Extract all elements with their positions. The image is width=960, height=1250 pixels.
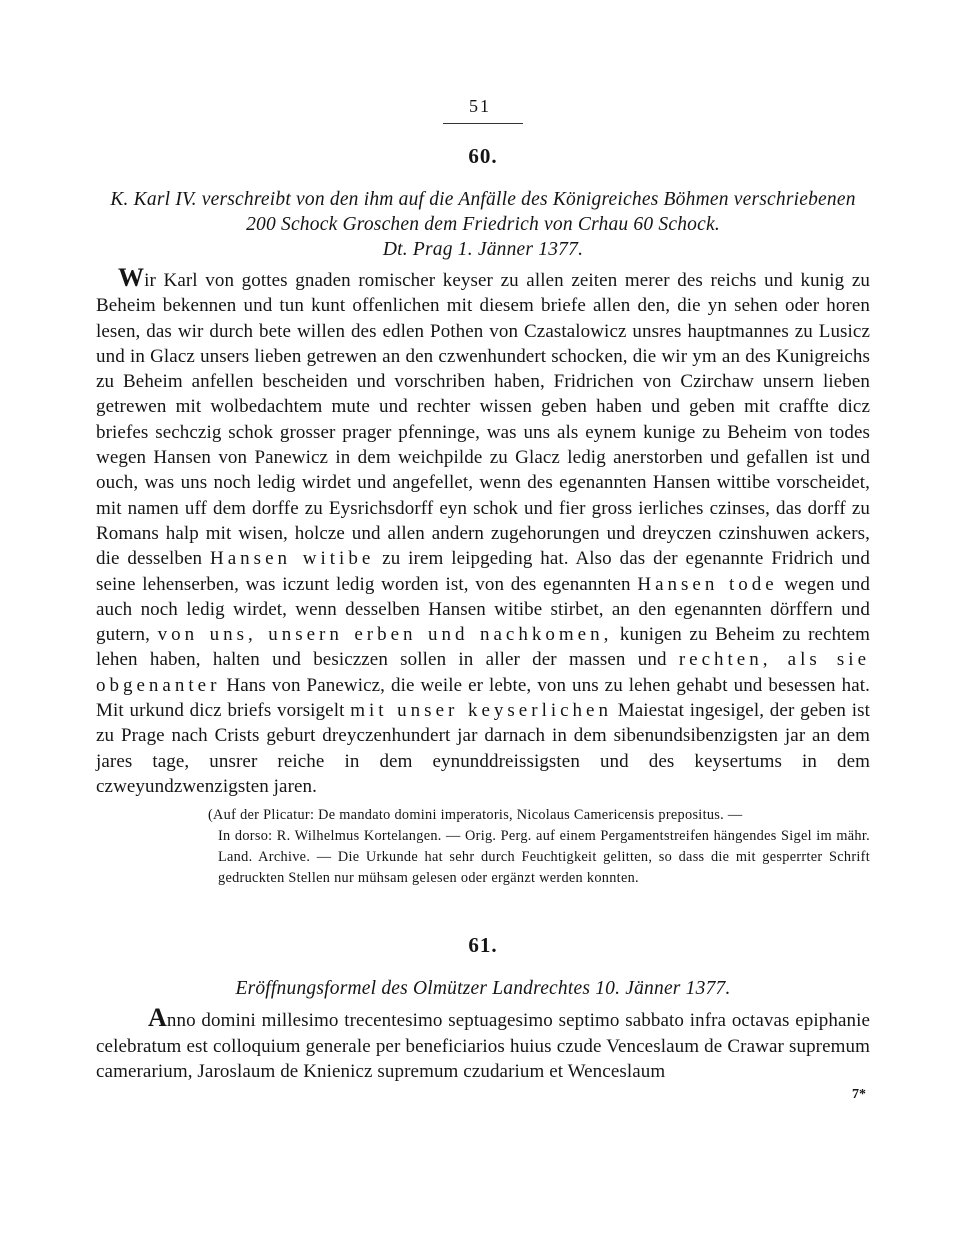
- spaced-text-4: rechten, als sie obgenanter: [96, 649, 871, 696]
- initial-letter-a: A: [148, 1003, 167, 1033]
- note-rest-text: In dorso: R. Wilhelmus Kortelangen. — Orig. Perg. auf einem Pergamentstreifen hängendes Sigel im mähr. Land. Archive. — Die Urkunde hat sehr durch Feuchtigkeit gelitten, so dass die mit gesperrter Schrift gedruckten Stellen nur mühsam gelesen oder ergänzt werden konnten.: [218, 828, 870, 887]
- document-60-heading: [96, 187, 870, 262]
- body-part-a: ir Karl von gottes gnaden romischer keyser zu allen zeiten merer des reichs und kunig zu Beheim bekennen und tun kunt offenlichen mit diesem briefe allen den, die yn sehen oder horen lesen, das wir durch bete willen des edlen Pothen von Czastalowicz unsres hauptmannes zu Lusicz und in Glacz unsers lieben getrewen an den czwenhundert schocken, die wir ym an des Kunigreichs zu Beheim anfellen bescheiden und vorschriben haben, Fridrichen von Czirchaw unsern lieben getrewen mit wolbedachtem mute und rechter wissen geben haben und geben mit craffte dicz briefes sechczig schok grosser prager pfenninge, was uns als eynem kunige zu Beheim von todes wegen Hansen von Panewicz in dem weichpilde zu Glacz ledig anerstorben und gefallen ist und ouch, was uns noch ledig wirdet und angefellet, wenn des egenannten Hansen wittibe vorscheidet, mit namen uff dem dorffe zu Eysrichsdorff eyn schok und fier gross ierliches czinses, das dorff zu Romans halp mit wisen, holcze und allen andern zugehorungen und dreyczen czinshuwen ackers, die desselben: [96, 270, 870, 570]
- body-part-b: zu irem leipgeding hat. Also das der egenannte Fridrich und seine lehenserben, was iczunt ledig worden ist, von des egenannten: [96, 548, 870, 595]
- document-61-text: nno domini millesimo trecentesimo septuagesimo septimo sabbato infra octavas epiphanie celebratum est colloquium generale per beneficiarios huius czude Venceslaum de Crawar supremum camerarium, Jaroslaum de Knienicz supremum czudarium et Wenceslaum: [96, 1010, 870, 1083]
- spaced-text-2: Hansen tode: [637, 573, 778, 595]
- page-number-rule: [443, 123, 523, 124]
- document-60-paragraph: [96, 263, 871, 799]
- body-part-d: kunigen zu Beheim zu rechtem lehen haben, halten und besiczzen sollen in aller der massen und: [96, 624, 871, 671]
- spaced-text-5: mit unser keyserlichen: [350, 700, 612, 722]
- document-60-note: [208, 805, 870, 889]
- note-first-line: [208, 805, 870, 826]
- document-60-title: K. Karl IV. verschreibt von den ihm auf die Anfälle des Königreiches Böhmen verschriebenen 200 Schock Groschen dem Friedrich von Crhau 60 Schock.: [110, 189, 856, 235]
- document-page: [96, 96, 870, 1103]
- body-part-f: Maiestat ingesigel, der geben ist zu Prage nach Crists geburt dreyczenhundert jar darnach in dem sibenundsibenzigsten jar an dem jares tage, unsrer reiche in dem eynunddreissigsten und des keysertums in dem czweyundzwenzigsten jaren.: [96, 700, 870, 797]
- document-60-number: 60.: [468, 144, 498, 168]
- body-part-c: wegen und auch noch ledig wirdet, wenn desselben Hansen witibe stirbet, an den egenannten dörffern und gutern,: [96, 573, 870, 646]
- spaced-text-3: von uns, unsern erben und nachkomen,: [157, 624, 613, 646]
- document-60-date: Dt. Prag 1. Jänner 1377.: [382, 239, 584, 260]
- page-number: 51: [469, 96, 491, 116]
- initial-letter-w: W: [118, 263, 145, 292]
- document-60-body: [96, 263, 871, 799]
- document-61-number: 61.: [468, 933, 498, 958]
- spaced-text-1: Hansen witibe: [210, 548, 375, 570]
- body-part-e: Hans von Panewicz, die weile er lebte, von uns zu lehen gehabt und besessen hat. Mit urkund dicz briefs vorsigelt: [96, 674, 870, 722]
- signature-mark: 7*: [852, 1086, 866, 1102]
- document-61-paragraph: [96, 1003, 870, 1085]
- document-61-heading: Eröffnungsformel des Olmützer Landrechtes 10. Jänner 1377.: [235, 978, 731, 1000]
- note-first-text: (Auf der Plicatur: De mandato domini imperatoris, Nicolaus Camericensis prepositus. —: [208, 807, 743, 824]
- document-61-body: [96, 1003, 870, 1085]
